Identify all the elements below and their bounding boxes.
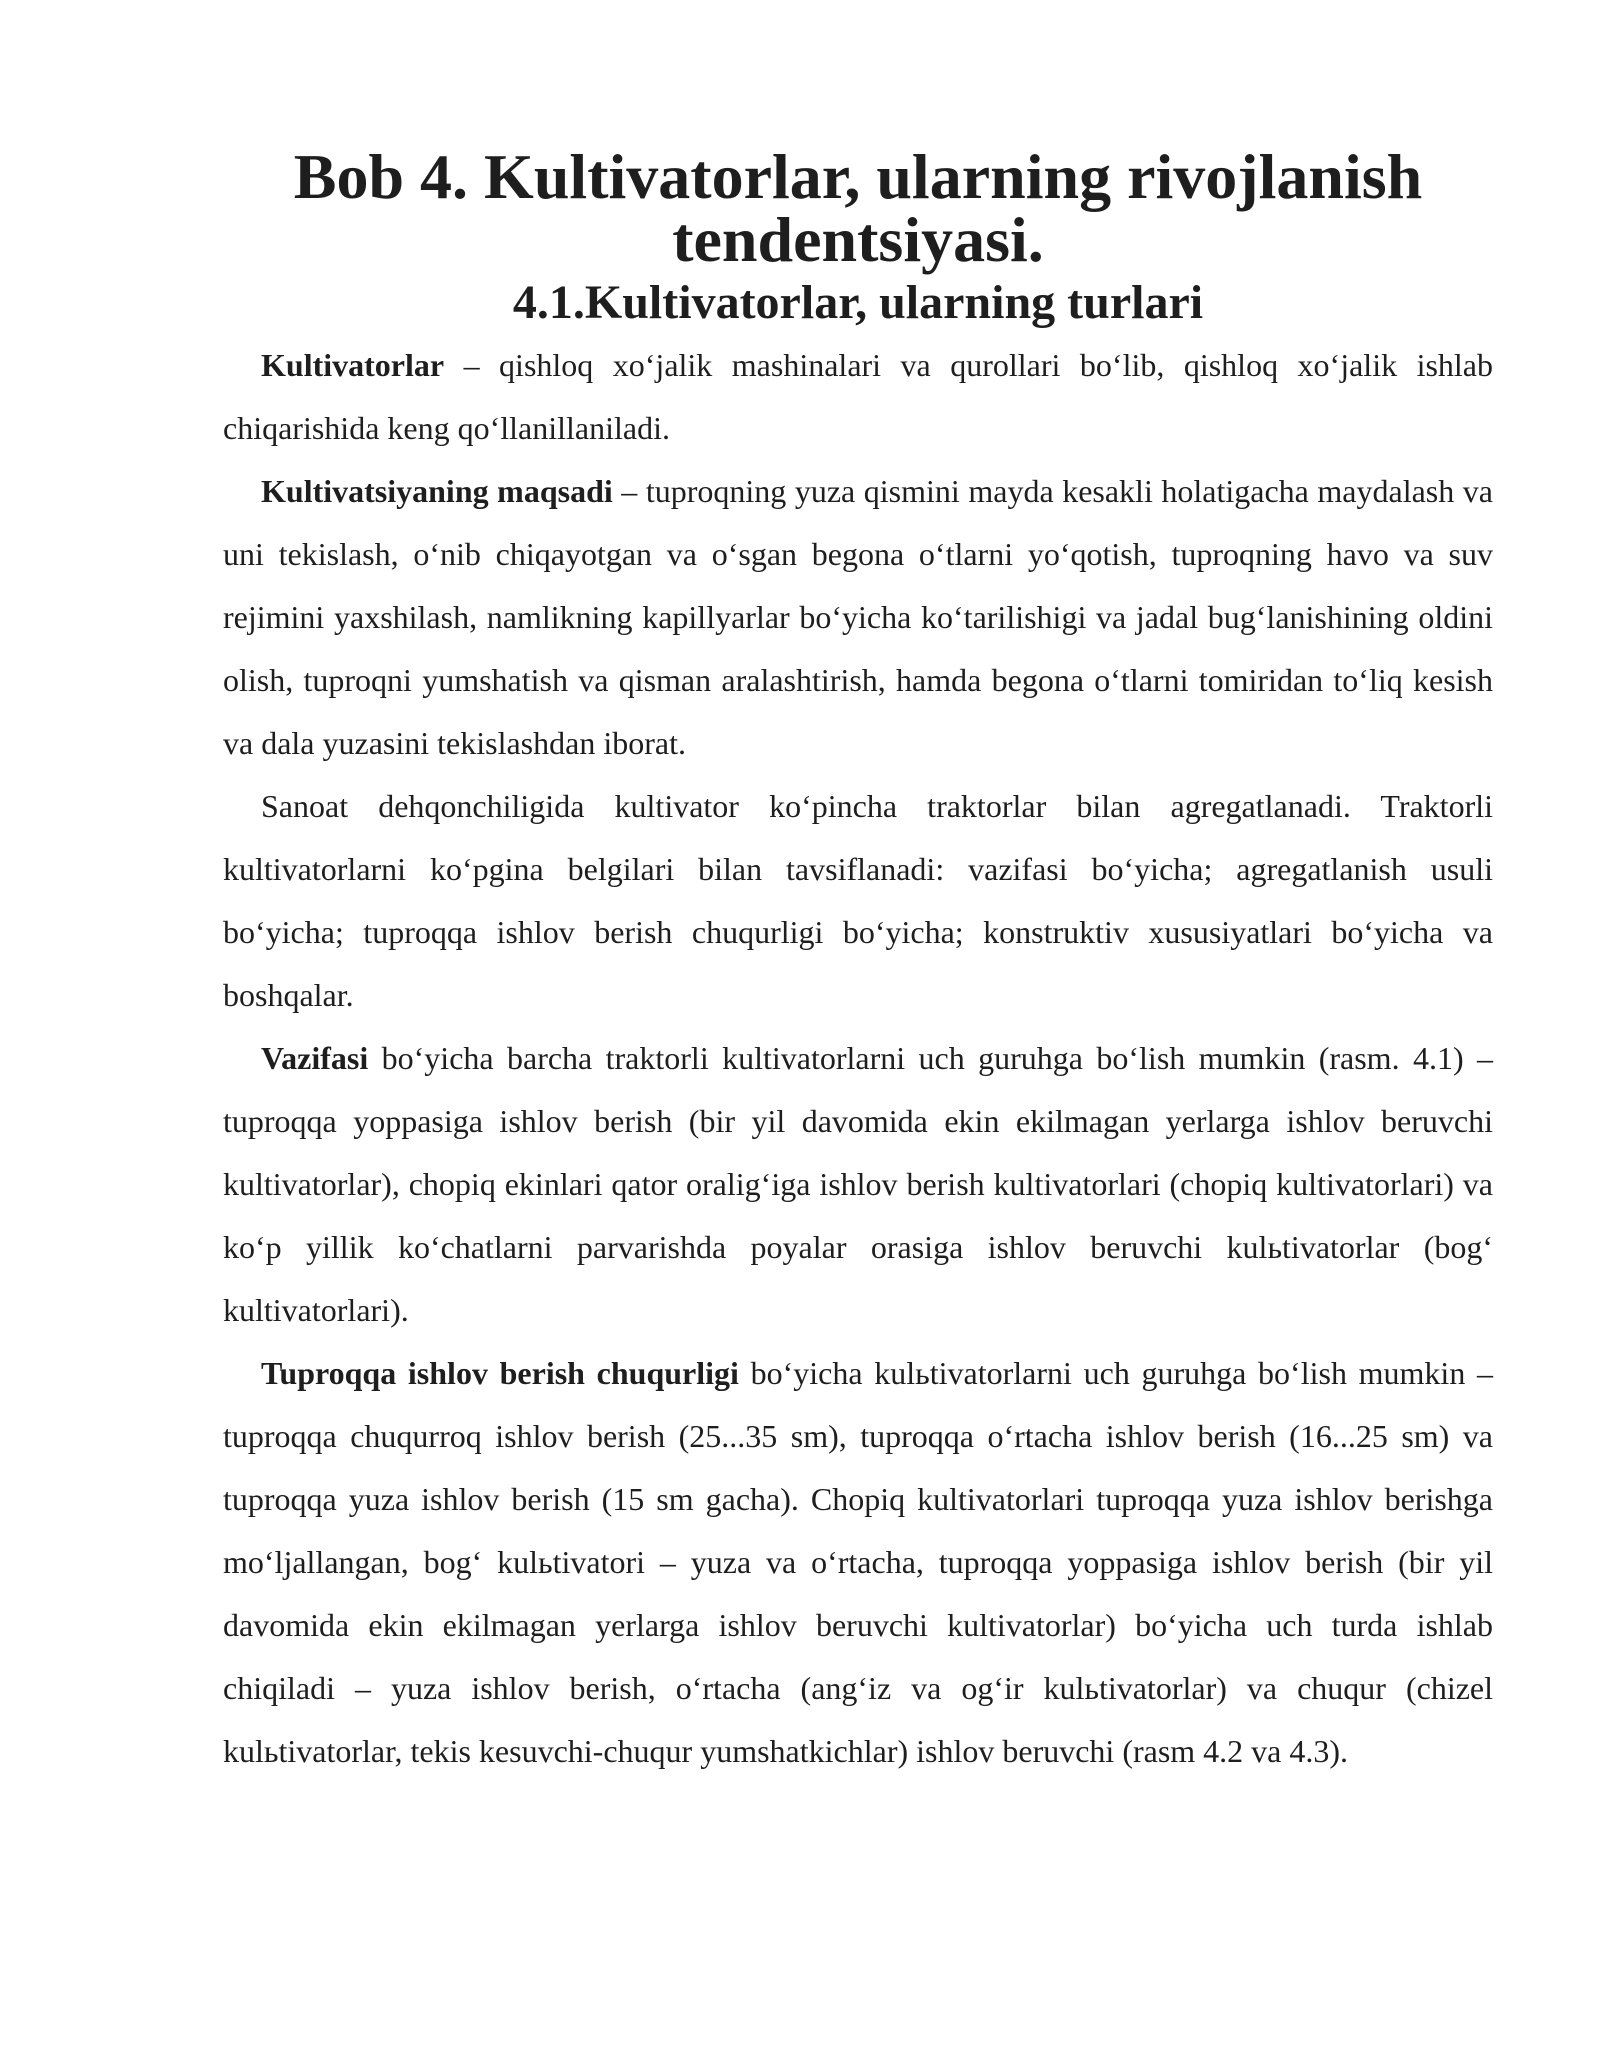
paragraph-term: Kultivatorlar — [261, 347, 445, 383]
section-title: 4.1.Kultivatorlar, ularning turlari — [512, 276, 1204, 329]
paragraph-text: Sanoat dehqonchiligida kultivator ko‘pincha traktorlar bilan agregatlanadi. Traktorli kultivatorlarni ko‘pgina belgilari bilan tavsiflanadi: vazifasi bo‘yicha; agregatlanish usuli bo‘yicha; tuproqqa ishlov berish chuqurligi bo‘yicha; konstruktiv xususiyatlari bo‘yicha va boshqalar. — [223, 788, 1493, 1013]
paragraph-text: – tuproqning yuza qismini mayda kesakli holatigacha maydalash va uni tekislash, o‘nib chiqayotgan va o‘sgan begona o‘tlarni yo‘qotish, tuproqning havo va suv rejimini yaxshilash, namlikning kapillyarlar bo‘yicha ko‘tarilishigi va jadal bug‘lanishining oldini olish, tuproqni yumshatish va qisman aralashtirish, hamda begona o‘tlarni tomiridan to‘liq kesish va dala yuzasini tekislashdan iborat. — [223, 473, 1493, 761]
paragraph-term: Tuproqqa ishlov berish chuqurligi — [261, 1355, 739, 1391]
document-body — [223, 141, 1494, 1783]
paragraph-kultivatorlar — [223, 334, 1493, 460]
chapter-title: Bob 4. Kultivatorlar, ularning rivojlanish tendentsiyasi. — [293, 141, 1423, 275]
paragraph-vazifasi — [223, 1027, 1493, 1342]
paragraph-ishlov-chuqurligi — [223, 1342, 1493, 1783]
paragraph-text: bo‘yicha kulьtivatorlarni uch guruhga bo‘lish mumkin – tuproqqa chuqurroq ishlov berish (25...35 sm), tuproqqa o‘rtacha ishlov berish (16...25 sm) va tuproqqa yuza ishlov berish (15 sm gacha). Chopiq kultivatorlari tuproqqa yuza ishlov berishga mo‘ljallangan, bog‘ kulьtivatori – yuza va o‘rtacha, tuproqqa yoppasiga ishlov berish (bir yil davomida ekin ekilmagan yerlarga ishlov beruvchi kultivatorlar) bo‘yicha uch turda ishlab chiqiladi – yuza ishlov berish, o‘rtacha (ang‘iz va og‘ir kulьtivatorlar) va chuqur (chizel kulьtivatorlar, tekis kesuvchi-chuqur yumshatkichlar) ishlov beruvchi (rasm 4.2 va 4.3). — [223, 1355, 1494, 1769]
paragraph-sanoat-dehqonchiligi — [223, 775, 1493, 1027]
paragraph-term: Vazifasi — [261, 1040, 369, 1076]
paragraph-kultivatsiya-maqsadi — [223, 460, 1493, 775]
paragraph-term: Kultivatsiyaning maqsadi — [261, 473, 613, 509]
paragraph-text: – qishloq xo‘jalik mashinalari va qurollari bo‘lib, qishloq xo‘jalik ishlab chiqarishida keng qo‘llanillaniladi. — [223, 347, 1493, 446]
paragraph-text: bo‘yicha barcha traktorli kultivatorlarni uch guruhga bo‘lish mumkin (rasm. 4.1) – tuproqqa yoppasiga ishlov berish (bir yil davomida ekin ekilmagan yerlarga ishlov beruvchi kultivatorlar), chopiq ekinlari qator oralig‘iga ishlov berish kultivatorlari (chopiq kultivatorlari) va ko‘p yillik ko‘chatlarni parvarishda poyalar orasiga ishlov beruvchi kulьtivatorlar (bog‘ kultivatorlari). — [223, 1040, 1493, 1328]
